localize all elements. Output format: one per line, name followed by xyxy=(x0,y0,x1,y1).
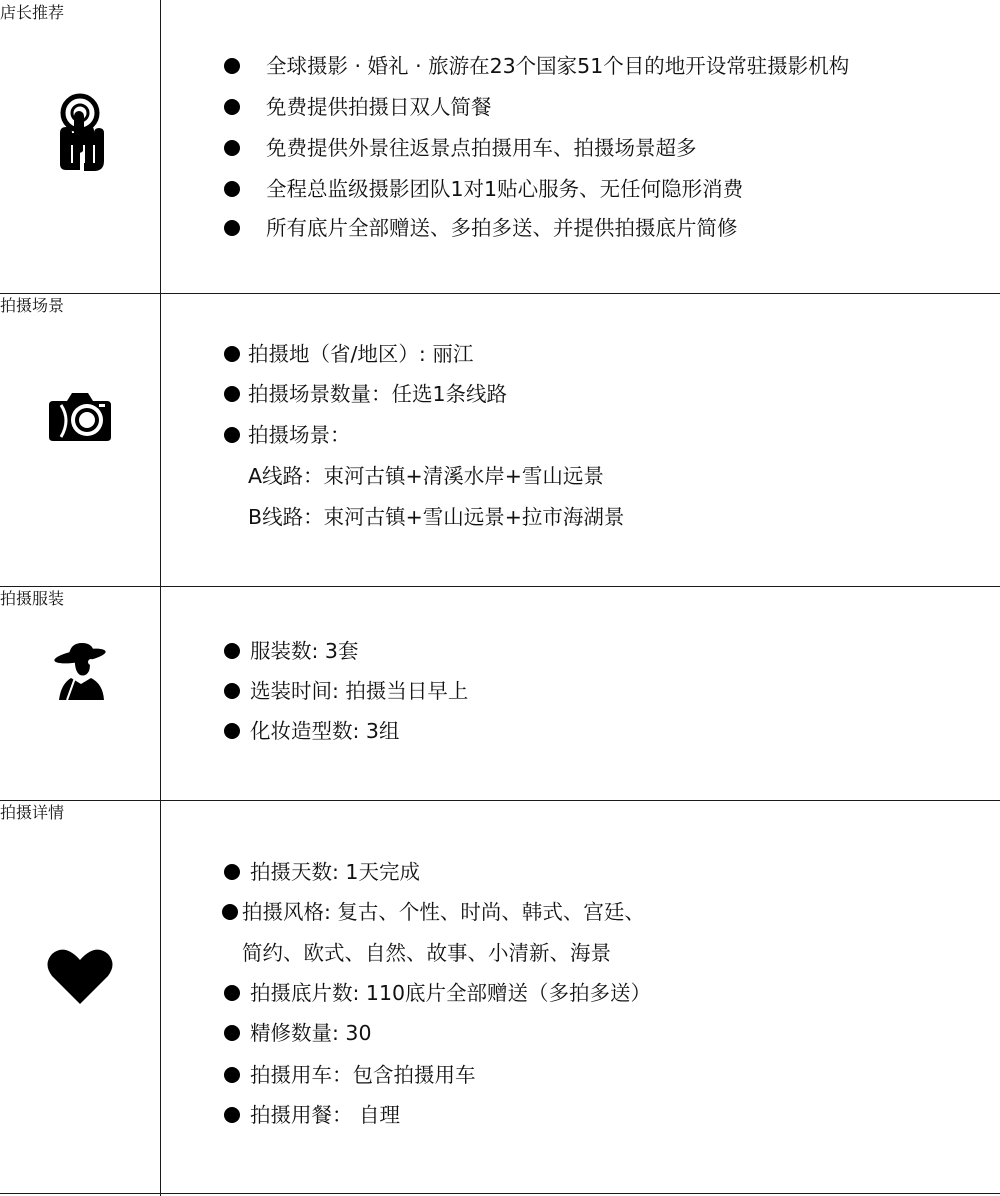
bullet-icon xyxy=(224,723,240,739)
bullet-icon xyxy=(224,427,240,443)
list-item: 所有底片全部赠送、多拍多送、并提供拍摄底片简修 xyxy=(266,216,738,240)
list-item: 全程总监级摄影团队1对1贴心服务、无任何隐形消费 xyxy=(266,177,744,201)
list-item: 精修数量: 30 xyxy=(250,1021,372,1045)
section-costume xyxy=(0,586,1000,800)
list-item: 拍摄地（省/地区）: 丽江 xyxy=(248,342,474,366)
bullet-icon xyxy=(224,683,240,699)
bullet-icon xyxy=(224,58,240,74)
bullet-icon xyxy=(224,220,240,236)
bullet-icon xyxy=(224,346,240,362)
bullet-icon xyxy=(224,1107,240,1123)
heart-icon xyxy=(0,948,160,1006)
list-item: 服装数: 3套 xyxy=(250,639,359,663)
bullet-icon xyxy=(224,864,240,880)
bullet-icon xyxy=(224,1067,240,1083)
list-item: 拍摄天数: 1天完成 xyxy=(250,860,420,884)
list-item-continuation: 简约、欧式、自然、故事、小清新、海景 xyxy=(242,941,611,965)
list-item: 拍摄用餐： 自理 xyxy=(250,1103,401,1127)
bullet-icon xyxy=(224,99,240,115)
list-item: 化妆造型数: 3组 xyxy=(250,719,400,743)
bullet-icon xyxy=(224,386,240,402)
camera-icon xyxy=(0,391,160,443)
section-label: 拍摄详情 xyxy=(0,803,65,822)
bullet-icon xyxy=(224,985,240,1001)
hand-pointer-icon xyxy=(0,93,160,175)
bullet-icon xyxy=(224,1025,240,1041)
section-label: 拍摄场景 xyxy=(0,296,65,315)
route-item: A线路：束河古镇+清溪水岸+雪山远景 xyxy=(248,464,604,488)
lady-hat-icon xyxy=(0,642,160,702)
section-details xyxy=(0,800,1000,1193)
section-recommend xyxy=(0,0,1000,293)
list-item: 拍摄场景数量：任选1条线路 xyxy=(248,382,508,406)
section-label: 店长推荐 xyxy=(0,3,65,22)
bullet-icon xyxy=(224,181,240,197)
list-item: 拍摄风格: 复古、个性、时尚、韩式、宫廷、 xyxy=(242,900,645,924)
list-item: 全球摄影 · 婚礼 · 旅游在23个国家51个目的地开设常驻摄影机构 xyxy=(266,54,850,78)
section-scene xyxy=(0,293,1000,586)
list-item: 免费提供外景往返景点拍摄用车、拍摄场景超多 xyxy=(266,136,697,160)
row-divider xyxy=(0,1193,1000,1194)
list-item: 拍摄场景： xyxy=(248,423,351,447)
bullet-icon xyxy=(224,643,240,659)
route-item: B线路：束河古镇+雪山远景+拉市海湖景 xyxy=(248,505,625,529)
list-item: 拍摄底片数: 110底片全部赠送（多拍多送） xyxy=(250,981,652,1005)
list-item: 免费提供拍摄日双人简餐 xyxy=(266,95,492,119)
list-item: 选装时间: 拍摄当日早上 xyxy=(250,679,469,703)
bullet-icon xyxy=(222,904,238,920)
list-item: 拍摄用车：包含拍摄用车 xyxy=(250,1063,476,1087)
bullet-icon xyxy=(224,140,240,156)
section-label: 拍摄服装 xyxy=(0,589,65,608)
